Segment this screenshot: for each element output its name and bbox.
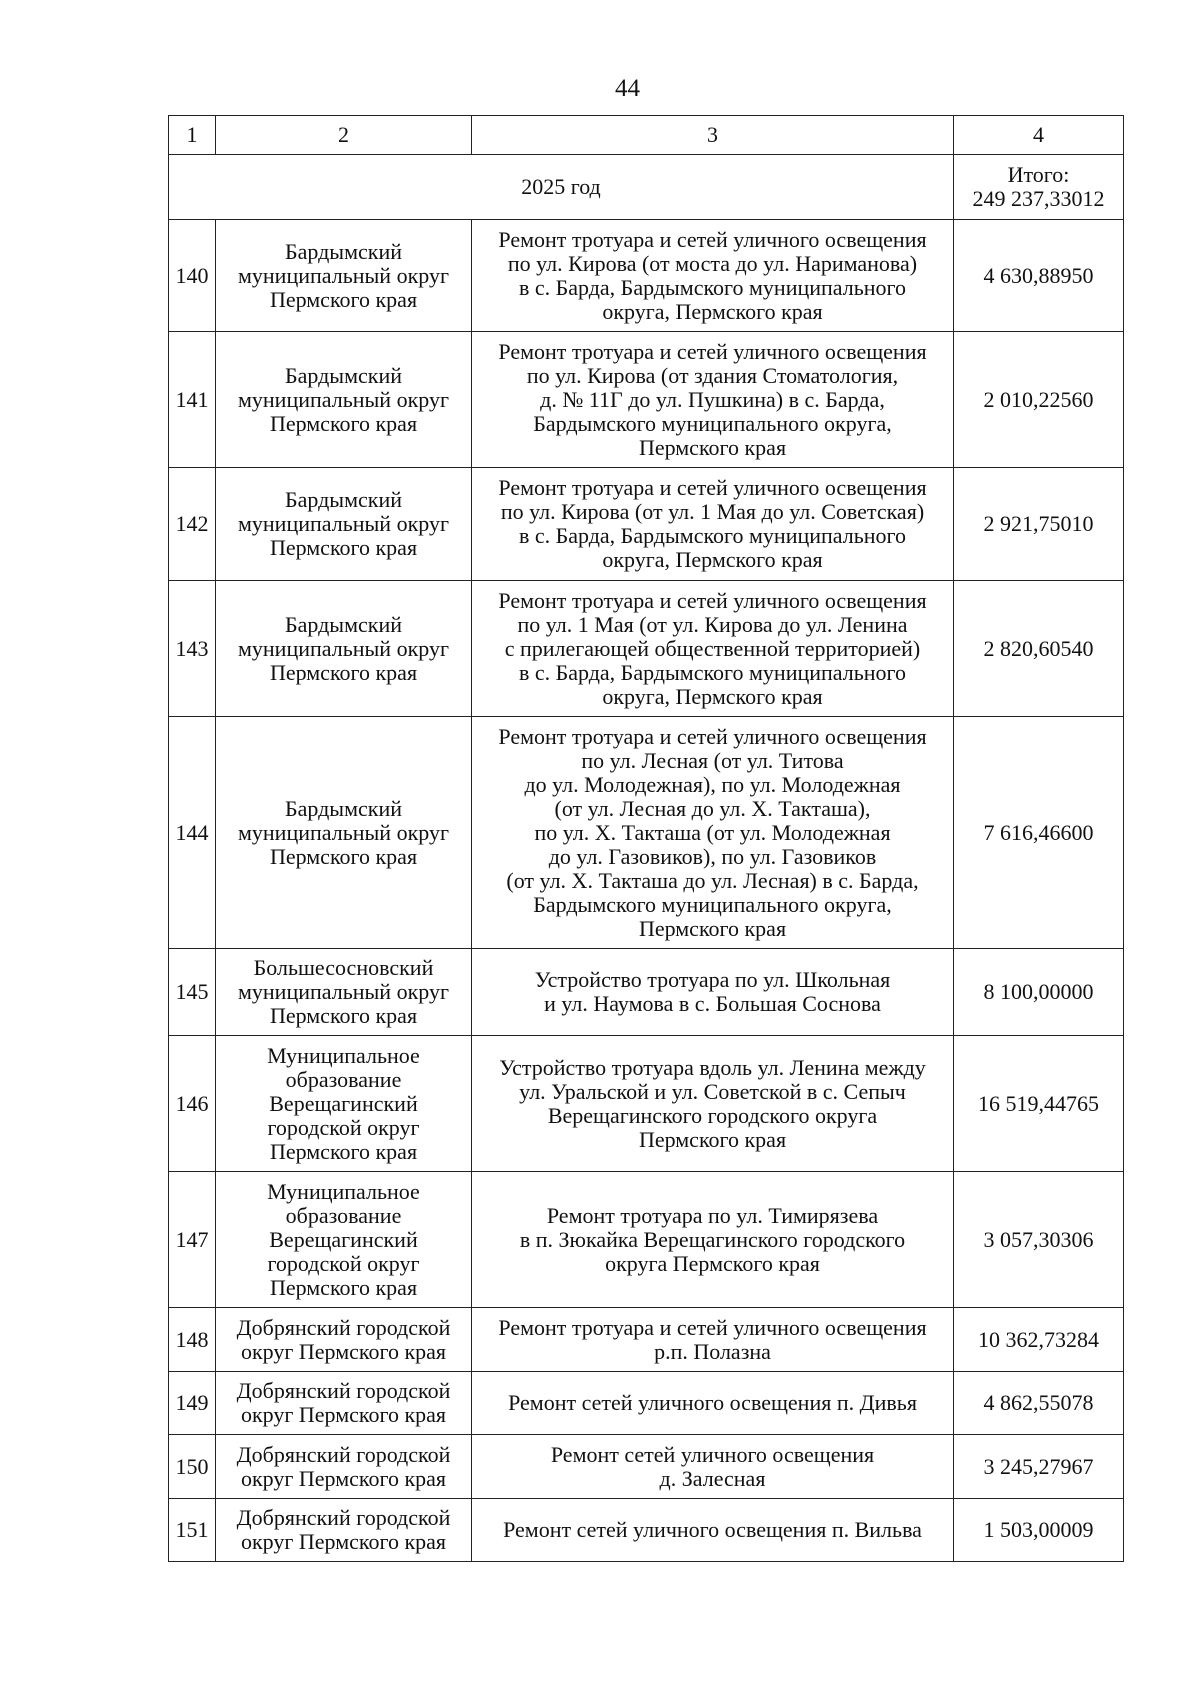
total-label: Итого: <box>1007 162 1070 187</box>
municipality-cell <box>216 332 472 468</box>
description-cell <box>472 1499 954 1562</box>
row-number <box>169 1499 216 1562</box>
amount-cell <box>954 1172 1124 1308</box>
row-number <box>169 1308 216 1372</box>
municipality-cell-text: Муниципальное образование Верещагинский городской округ Пермского края <box>267 1042 420 1164</box>
amount-cell-text: 3 057,30306 <box>983 1226 1094 1252</box>
municipality-cell <box>216 220 472 332</box>
municipality-cell-text: Бардымский муниципальный округ Пермского края <box>237 362 449 436</box>
row-number-text: 140 <box>175 262 209 288</box>
description-cell <box>472 1036 954 1172</box>
table-row <box>169 332 1124 468</box>
table-row <box>169 581 1124 717</box>
amount-cell-text: 16 519,44765 <box>978 1090 1099 1116</box>
table-row <box>169 220 1124 332</box>
amount-cell <box>954 332 1124 468</box>
description-cell-text: Ремонт тротуара и сетей уличного освещения р.п. Полазна <box>498 1314 927 1364</box>
table-body <box>169 220 1124 1562</box>
description-cell <box>472 1435 954 1499</box>
description-cell <box>472 949 954 1036</box>
description-cell <box>472 581 954 717</box>
municipality-cell-text: Добрянский городской округ Пермского края <box>236 1314 451 1364</box>
municipality-cell <box>216 1036 472 1172</box>
row-number-text: 142 <box>175 511 209 536</box>
page-number: 44 <box>615 75 640 102</box>
table-row <box>169 1172 1124 1308</box>
municipality-cell <box>216 581 472 717</box>
row-number <box>169 1435 216 1499</box>
row-number <box>169 1036 216 1172</box>
program-table <box>168 115 1124 1562</box>
year-total-cell <box>954 155 1124 220</box>
table-row <box>169 1308 1124 1372</box>
description-cell <box>472 1308 954 1372</box>
amount-cell-text: 7 616,46600 <box>983 819 1094 845</box>
column-number-row <box>169 116 1124 155</box>
amount-cell-text: 4 862,55078 <box>983 1390 1094 1415</box>
municipality-cell <box>216 1308 472 1372</box>
description-cell-text: Ремонт тротуара и сетей уличного освещения по ул. Кирова (от ул. 1 Мая до ул. Советская) в с. Барда, Бардымского муниципального округа, Пермского края <box>498 475 927 572</box>
year-label: 2025 год <box>521 174 601 199</box>
description-cell-text: Устройство тротуара по ул. Школьная и ул. Наумова в с. Большая Соснова <box>534 967 891 1016</box>
amount-cell-text: 4 630,88950 <box>983 262 1094 288</box>
row-number-text: 143 <box>175 635 209 661</box>
municipality-cell <box>216 468 472 581</box>
total-value: 249 237,33012 <box>972 186 1105 211</box>
amount-cell <box>954 468 1124 581</box>
amount-cell-text: 10 362,73284 <box>978 1326 1099 1352</box>
column-number-4: 4 <box>954 116 1124 155</box>
amount-cell <box>954 220 1124 332</box>
amount-cell-text: 8 100,00000 <box>983 979 1094 1004</box>
municipality-cell-text: Добрянский городской округ Пермского края <box>236 1441 451 1491</box>
municipality-cell <box>216 949 472 1036</box>
year-row <box>169 155 1124 220</box>
amount-cell-text: 1 503,00009 <box>983 1517 1094 1542</box>
row-number <box>169 717 216 949</box>
table-row <box>169 717 1124 949</box>
column-number-3: 3 <box>472 116 954 155</box>
row-number-text: 146 <box>175 1090 209 1116</box>
table-row <box>169 949 1124 1036</box>
amount-cell <box>954 1435 1124 1499</box>
row-number <box>169 468 216 581</box>
row-number-text: 150 <box>175 1453 209 1479</box>
municipality-cell-text: Бардымский муниципальный округ Пермского края <box>237 611 449 685</box>
table-row <box>169 1036 1124 1172</box>
municipality-cell-text: Бардымский муниципальный округ Пермского края <box>237 238 449 312</box>
description-cell <box>472 468 954 581</box>
amount-cell-text: 2 921,75010 <box>983 511 1094 536</box>
amount-cell-text: 2 820,60540 <box>983 635 1094 661</box>
municipality-cell-text: Муниципальное образование Верещагинский городской округ Пермского края <box>267 1178 420 1300</box>
row-number <box>169 1372 216 1435</box>
amount-cell <box>954 581 1124 717</box>
amount-cell <box>954 1499 1124 1562</box>
row-number-text: 148 <box>175 1326 209 1352</box>
row-number-text: 149 <box>175 1390 209 1415</box>
row-number-text: 145 <box>175 979 209 1004</box>
row-number <box>169 1172 216 1308</box>
table-row <box>169 468 1124 581</box>
row-number <box>169 220 216 332</box>
row-number-text: 144 <box>175 819 209 845</box>
amount-cell-text: 3 245,27967 <box>983 1453 1094 1479</box>
description-cell-text: Ремонт сетей уличного освещения п. Дивья <box>508 1390 917 1415</box>
municipality-cell <box>216 1372 472 1435</box>
municipality-cell-text: Добрянский городской округ Пермского края <box>236 1378 451 1427</box>
column-number-2: 2 <box>216 116 472 155</box>
description-cell <box>472 1172 954 1308</box>
amount-cell <box>954 1372 1124 1435</box>
row-number-text: 147 <box>175 1226 209 1252</box>
description-cell <box>472 717 954 949</box>
table-row <box>169 1499 1124 1562</box>
description-cell <box>472 332 954 468</box>
municipality-cell <box>216 1435 472 1499</box>
description-cell-text: Ремонт сетей уличного освещения п. Вильва <box>503 1517 922 1542</box>
amount-cell <box>954 1308 1124 1372</box>
description-cell-text: Ремонт тротуара и сетей уличного освещения по ул. 1 Мая (от ул. Кирова до ул. Ленина с прилегающей общественной территорией) в с. Барда, Бардымского муниципального округа, Пермского края <box>498 587 927 709</box>
municipality-cell-text: Добрянский городской округ Пермского края <box>236 1505 451 1554</box>
amount-cell-text: 2 010,22560 <box>983 386 1094 412</box>
description-cell <box>472 1372 954 1435</box>
municipality-cell <box>216 1499 472 1562</box>
description-cell-text: Ремонт тротуара и сетей уличного освещения по ул. Лесная (от ул. Титова до ул. Молодежная), по ул. Молодежная (от ул. Лесная до ул. Х. Такташа), по ул. Х. Такташа (от ул. Молодежная до ул. Газовиков), по ул. Газовиков (от ул. Х. Такташа до ул. Лесная) в с. Барда, Бардымского муниципального округа, Пермского края <box>498 723 927 941</box>
table-row <box>169 1435 1124 1499</box>
municipality-cell <box>216 717 472 949</box>
row-number <box>169 581 216 717</box>
row-number-text: 141 <box>175 386 209 412</box>
description-cell-text: Ремонт тротуара и сетей уличного освещения по ул. Кирова (от здания Стоматология, д. № 11Г до ул. Пушкина) в с. Барда, Бардымского муниципального округа, Пермского края <box>498 338 927 460</box>
amount-cell <box>954 1036 1124 1172</box>
row-number-text: 151 <box>175 1517 209 1542</box>
row-number <box>169 332 216 468</box>
description-cell-text: Ремонт сетей уличного освещения д. Залесная <box>550 1441 875 1491</box>
municipality-cell-text: Бардымский муниципальный округ Пермского края <box>237 795 449 869</box>
table-row <box>169 1372 1124 1435</box>
description-cell-text: Ремонт тротуара по ул. Тимирязева в п. Зюкайка Верещагинского городского округа Пермского края <box>519 1202 906 1276</box>
amount-cell <box>954 717 1124 949</box>
municipality-cell <box>216 1172 472 1308</box>
municipality-cell-text: Бардымский муниципальный округ Пермского края <box>237 487 449 560</box>
description-cell-text: Ремонт тротуара и сетей уличного освещения по ул. Кирова (от моста до ул. Нариманова) в с. Барда, Бардымского муниципального округа, Пермского края <box>498 226 927 324</box>
municipality-cell-text: Большесосновский муниципальный округ Пермского края <box>237 955 449 1028</box>
description-cell-text: Устройство тротуара вдоль ул. Ленина между ул. Уральской и ул. Советской в с. Сепыч Верещагинского городского округа Пермского края <box>499 1054 926 1152</box>
column-number-1: 1 <box>169 116 216 155</box>
year-cell <box>169 155 954 220</box>
row-number <box>169 949 216 1036</box>
description-cell <box>472 220 954 332</box>
amount-cell <box>954 949 1124 1036</box>
